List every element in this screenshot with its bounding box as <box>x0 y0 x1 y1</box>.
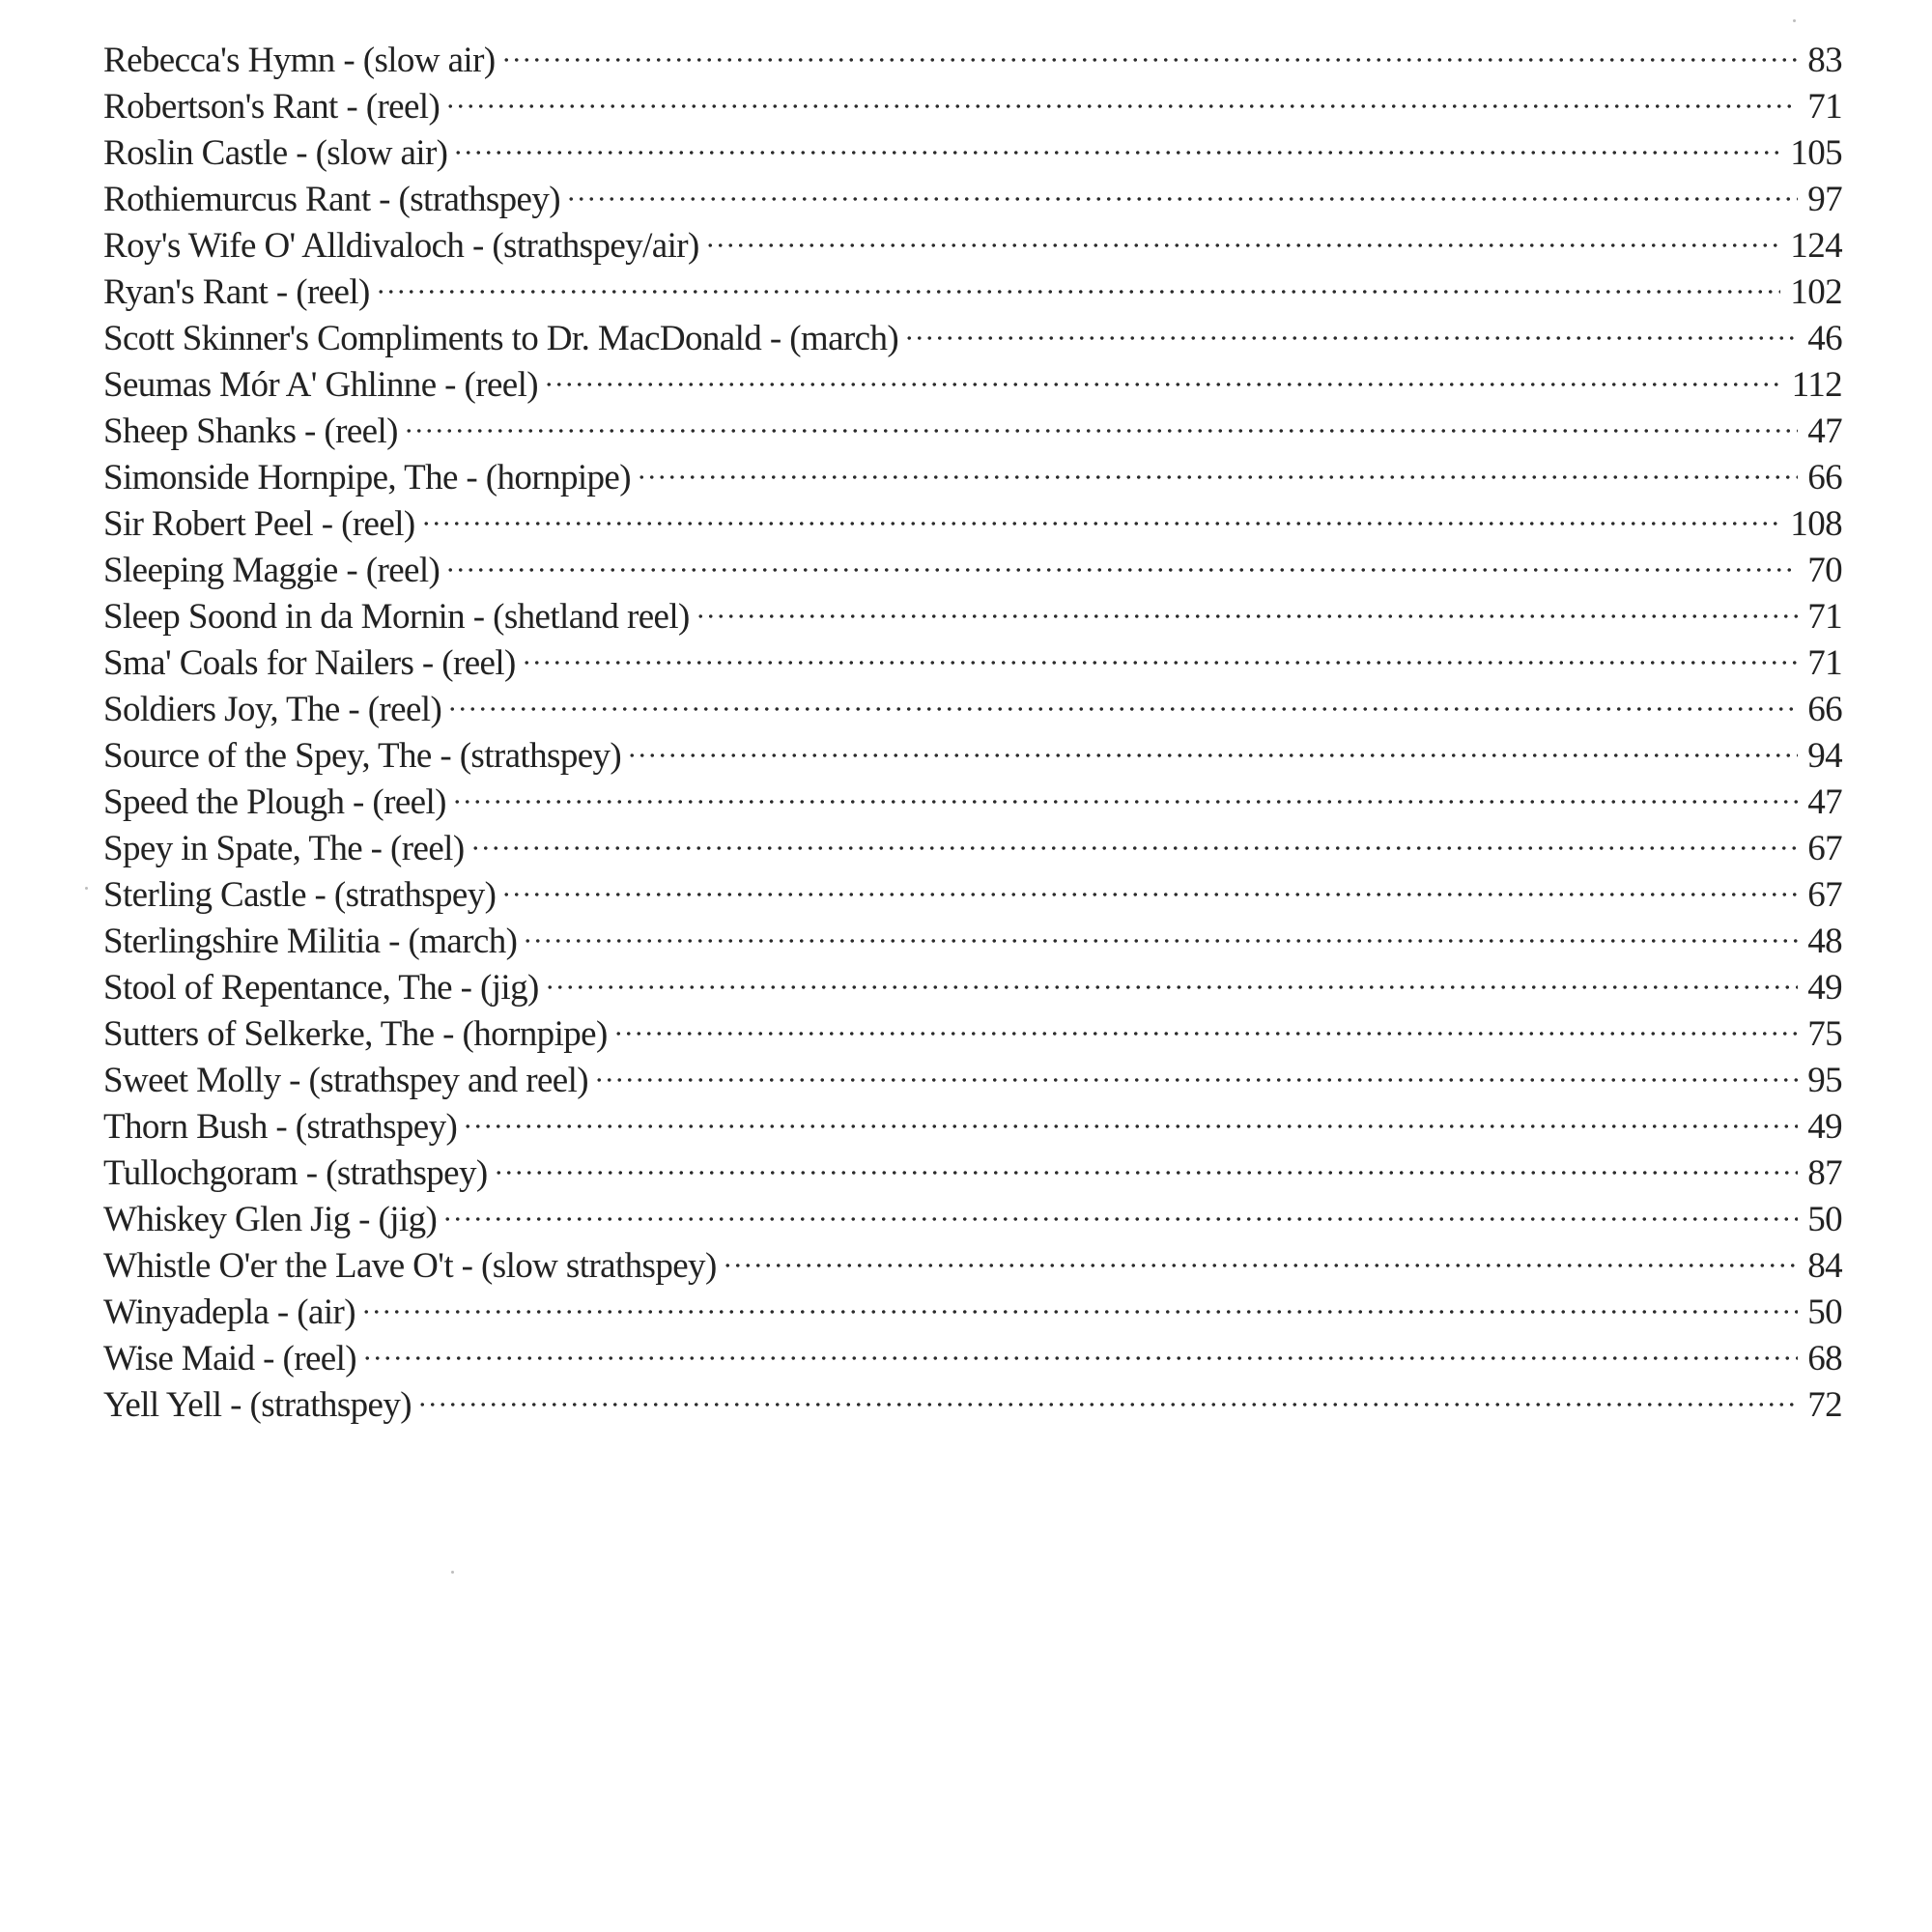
dot-leader <box>696 582 1798 628</box>
dot-leader <box>470 813 1799 860</box>
dot-leader <box>613 999 1798 1045</box>
tune-title: Soldiers Joy, The - (reel) <box>103 690 442 729</box>
page-number: 67 <box>1807 829 1842 868</box>
dot-leader <box>442 1184 1798 1231</box>
tune-title: Source of the Spey, The - (strathspey) <box>103 736 622 776</box>
page-number: 49 <box>1807 968 1842 1008</box>
dot-leader <box>705 211 1781 257</box>
dot-leader <box>452 767 1798 813</box>
page-number: 47 <box>1807 782 1842 822</box>
tune-title: Wise Maid - (reel) <box>103 1339 357 1378</box>
index-entry <box>103 1370 1842 1425</box>
page-number: 84 <box>1807 1246 1842 1286</box>
page-number: 72 <box>1807 1385 1842 1425</box>
dot-leader <box>594 1045 1798 1092</box>
dot-leader <box>501 860 1798 906</box>
index-entry <box>103 1323 1842 1378</box>
tune-title: Scott Skinner's Compliments to Dr. MacDonald - (march) <box>103 319 899 358</box>
dot-leader <box>376 257 1781 303</box>
page-number: 87 <box>1807 1153 1842 1193</box>
tune-title: Spey in Spate, The - (reel) <box>103 829 465 868</box>
page-number: 94 <box>1807 736 1842 776</box>
dot-leader <box>417 1370 1798 1416</box>
tune-title: Sterlingshire Militia - (march) <box>103 922 518 961</box>
page-number: 83 <box>1807 41 1842 80</box>
dot-leader <box>362 1323 1798 1370</box>
tune-title: Whiskey Glen Jig - (jig) <box>103 1200 438 1239</box>
tune-title: Sma' Coals for Nailers - (reel) <box>103 643 516 683</box>
tune-title: Robertson's Rant - (reel) <box>103 87 440 127</box>
page-number: 49 <box>1807 1107 1842 1147</box>
page-number: 66 <box>1807 690 1842 729</box>
dot-leader <box>904 303 1798 350</box>
page-number: 47 <box>1807 412 1842 451</box>
tune-title: Simonside Hornpipe, The - (hornpipe) <box>103 458 631 497</box>
page-number: 67 <box>1807 875 1842 915</box>
tune-title: Yell Yell - (strathspey) <box>103 1385 412 1425</box>
page-number: 124 <box>1790 226 1842 266</box>
page-number: 71 <box>1807 597 1842 637</box>
tune-title: Roy's Wife O' Alldivaloch - (strathspey/air) <box>103 226 699 266</box>
dot-leader <box>463 1092 1798 1138</box>
dot-leader <box>361 1277 1798 1323</box>
dot-leader <box>545 952 1798 999</box>
dot-leader <box>627 721 1798 767</box>
dot-leader <box>522 628 1798 674</box>
scan-speck <box>1793 19 1796 22</box>
page-number: 97 <box>1807 180 1842 219</box>
dot-leader <box>447 674 1798 721</box>
page-number: 50 <box>1807 1200 1842 1239</box>
page-number: 108 <box>1790 504 1842 544</box>
dot-leader <box>421 489 1781 535</box>
page-number: 50 <box>1807 1293 1842 1332</box>
tune-title: Rebecca's Hymn - (slow air) <box>103 41 496 80</box>
tune-title: Sterling Castle - (strathspey) <box>103 875 497 915</box>
tune-title: Ryan's Rant - (reel) <box>103 272 370 312</box>
index-entry <box>103 25 1842 80</box>
tune-title: Stool of Repentance, The - (jig) <box>103 968 539 1008</box>
dot-leader <box>404 396 1798 442</box>
page-number: 48 <box>1807 922 1842 961</box>
index-entry <box>103 1277 1842 1332</box>
dot-leader <box>445 535 1798 582</box>
dot-leader <box>723 1231 1799 1277</box>
tune-title: Thorn Bush - (strathspey) <box>103 1107 458 1147</box>
tune-title: Sleep Soond in da Mornin - (shetland reel) <box>103 597 690 637</box>
dot-leader <box>453 118 1780 164</box>
scan-speck <box>451 1571 454 1574</box>
dot-leader <box>501 25 1799 71</box>
dot-leader <box>544 350 1782 396</box>
page-number: 68 <box>1807 1339 1842 1378</box>
tune-index-list <box>103 25 1842 1425</box>
tune-title: Speed the Plough - (reel) <box>103 782 446 822</box>
dot-leader <box>494 1138 1799 1184</box>
page-number: 70 <box>1807 551 1842 590</box>
tune-title: Rothiemurcus Rant - (strathspey) <box>103 180 561 219</box>
scan-speck <box>85 887 88 890</box>
tune-title: Whistle O'er the Lave O't - (slow strathspey) <box>103 1246 717 1286</box>
page-number: 46 <box>1807 319 1842 358</box>
page-number: 112 <box>1791 365 1842 405</box>
page-number: 66 <box>1807 458 1842 497</box>
tune-title: Sir Robert Peel - (reel) <box>103 504 415 544</box>
page-number: 75 <box>1807 1014 1842 1054</box>
page-number: 71 <box>1807 643 1842 683</box>
page-number: 102 <box>1790 272 1842 312</box>
tune-title: Sheep Shanks - (reel) <box>103 412 398 451</box>
tune-title: Sweet Molly - (strathspey and reel) <box>103 1061 588 1100</box>
page-number: 95 <box>1807 1061 1842 1100</box>
dot-leader <box>523 906 1798 952</box>
page-number: 105 <box>1790 133 1842 173</box>
tune-title: Tullochgoram - (strathspey) <box>103 1153 488 1193</box>
tune-title: Sleeping Maggie - (reel) <box>103 551 440 590</box>
tune-title: Winyadepla - (air) <box>103 1293 355 1332</box>
dot-leader <box>637 442 1798 489</box>
page-number: 71 <box>1807 87 1842 127</box>
tune-title: Roslin Castle - (slow air) <box>103 133 448 173</box>
tune-title: Sutters of Selkerke, The - (hornpipe) <box>103 1014 608 1054</box>
tune-title: Seumas Mór A' Ghlinne - (reel) <box>103 365 539 405</box>
dot-leader <box>566 164 1798 211</box>
dot-leader <box>445 71 1798 118</box>
